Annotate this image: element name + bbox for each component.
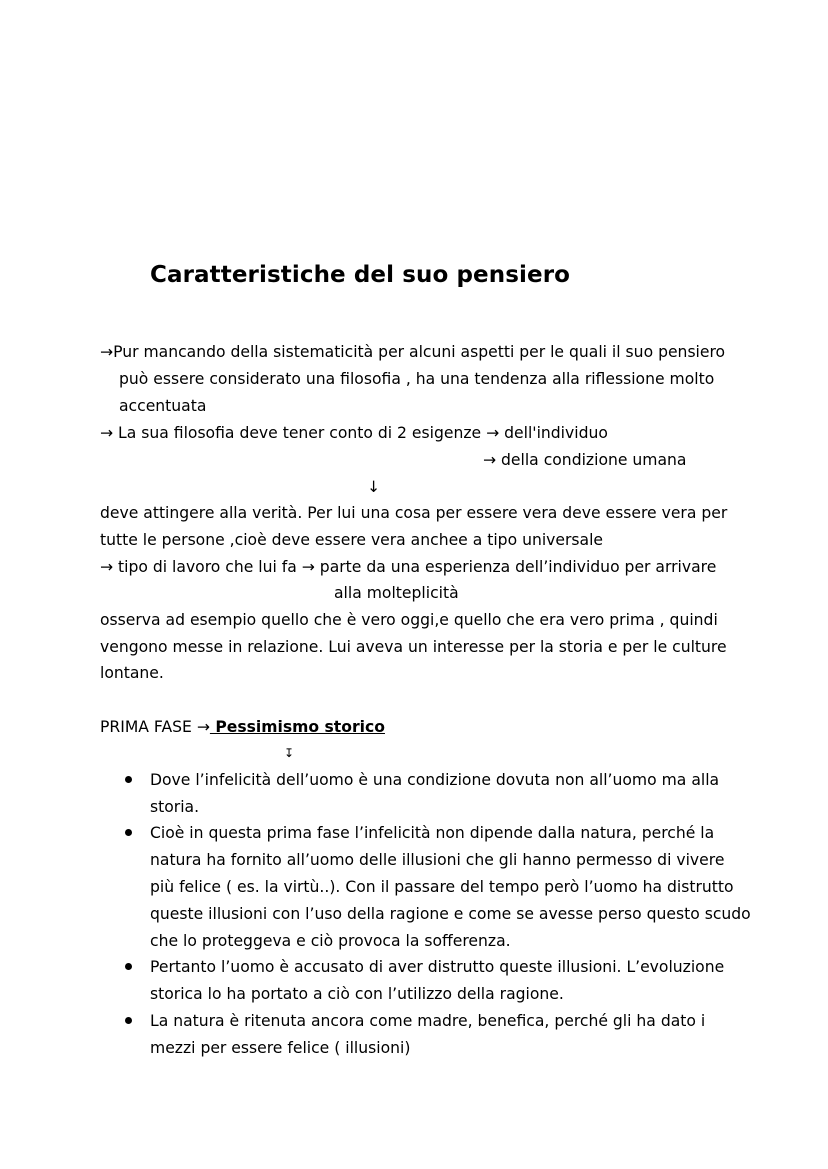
bullet-icon	[125, 963, 132, 970]
intro-line: vengono messe in relazione. Lui aveva un interesse per la storia e per le culture	[100, 638, 727, 656]
down-arrow-icon: ↓	[367, 478, 381, 496]
intro-line: può essere considerato una filosofia , ha una tendenza alla riflessione molto	[119, 370, 715, 388]
bullet-line: natura ha fornito all’uomo delle illusioni che gli hanno permesso di vivere	[150, 851, 725, 869]
intro-line: tutte le persone ,cioè deve essere vera anchee a tipo universale	[100, 531, 604, 549]
intro-line: accentuata	[119, 397, 207, 415]
bullet-line: storica lo ha portato a ciò con l’utilizzo della ragione.	[150, 985, 564, 1003]
intro-line: osserva ad esempio quello che è vero oggi,e quello che era vero prima , quindi	[100, 611, 718, 629]
phase-label: PRIMA FASE →	[100, 718, 210, 736]
bullet-icon	[125, 1017, 132, 1024]
intro-line: deve attingere alla verità. Per lui una cosa per essere vera deve essere vera per	[100, 504, 728, 522]
intro-line: → tipo di lavoro che lui fa → parte da una esperienza dell’individuo per arrivare	[100, 558, 717, 576]
down-arrow-icon: ↧	[284, 746, 295, 760]
bullet-line: storia.	[150, 798, 200, 816]
bullet-line: Dove l’infelicità dell’uomo è una condizione dovuta non all’uomo ma alla	[150, 771, 720, 789]
bullet-icon	[125, 829, 132, 836]
bullet-line: queste illusioni con l’uso della ragione e come se avesse perso questo scudo	[150, 905, 751, 923]
bullet-line: Pertanto l’uomo è accusato di aver distrutto queste illusioni. L’evoluzione	[150, 958, 725, 976]
bullet-line: più felice ( es. la virtù..). Con il passare del tempo però l’uomo ha distrutto	[150, 878, 734, 896]
intro-line: → della condizione umana	[483, 451, 687, 469]
bullet-icon	[125, 776, 132, 783]
bullet-line: La natura è ritenuta ancora come madre, benefica, perché gli ha dato i	[150, 1012, 706, 1030]
phase-heading	[100, 716, 385, 738]
bullet-line: che lo proteggeva e ciò provoca la sofferenza.	[150, 932, 511, 950]
bullet-line: mezzi per essere felice ( illusioni)	[150, 1039, 411, 1057]
page-title: Caratteristiche del suo pensiero	[150, 262, 571, 288]
intro-line: → La sua filosofia deve tener conto di 2 esigenze → dell'individuo	[100, 424, 608, 442]
intro-line: alla molteplicità	[334, 584, 459, 602]
intro-line: →Pur mancando della sistematicità per alcuni aspetti per le quali il suo pensiero	[100, 343, 726, 361]
intro-line: lontane.	[100, 664, 164, 682]
phase-name: Pessimismo storico	[209, 718, 385, 736]
bullet-line: Cioè in questa prima fase l’infelicità non dipende dalla natura, perché la	[150, 824, 715, 842]
